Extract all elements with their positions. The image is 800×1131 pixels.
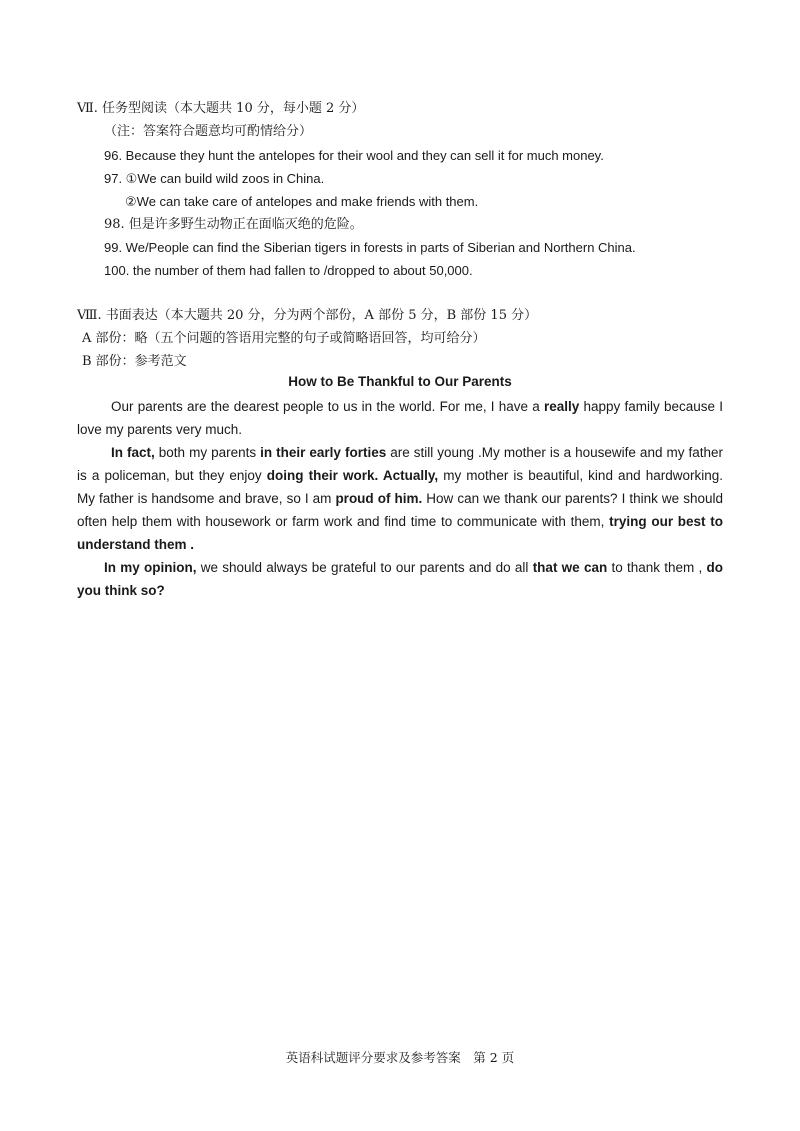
section8-part-a: A 部份：略（五个问题的答语用完整的句子或简略语回答，均可给分） xyxy=(82,331,486,346)
essay-title: How to Be Thankful to Our Parents xyxy=(288,374,512,389)
section7-heading: Ⅶ. 任务型阅读（本大题共 10 分，每小题 2 分） xyxy=(77,101,365,116)
answer-96: 96. Because they hunt the antelopes for their wool and they can sell it for much money. xyxy=(104,148,604,163)
answer-98: 98. 但是许多野生动物正在面临灭绝的危险。 xyxy=(104,217,363,232)
essay-paragraph-3: In my opinion, we should always be grateful to our parents and do all that we can to thank them , do you think so? xyxy=(77,560,723,598)
section7-note: （注：答案符合题意均可酌情给分） xyxy=(104,124,313,139)
answer-100: 100. the number of them had fallen to /dropped to about 50,000. xyxy=(104,263,473,278)
essay-paragraph-1: Our parents are the dearest people to us in the world. For me, I have a really happy family because I love my parents very much. xyxy=(77,399,723,437)
answer-99: 99. We/People can find the Siberian tigers in forests in parts of Siberian and Northern China. xyxy=(104,240,636,255)
section8-part-b: B 部份：参考范文 xyxy=(82,354,187,369)
page-footer: 英语科试题评分要求及参考答案 第 2 页 xyxy=(285,1050,515,1065)
essay-paragraph-2: In fact, both my parents in their early forties are still young .My mother is a housewife and my father is a policeman, but they enjoy doing their work. Actually, my mother is beautiful, kind and hardworking. My father is handsome and brave, so I am proud of him. How can we thank our parents? I think we should often help them with housework or farm work and find time to communicate with them, trying our best to understand them . xyxy=(77,445,724,552)
answer-97-2: ②We can take care of antelopes and make friends with them. xyxy=(125,194,479,209)
answer-97-1: 97. ①We can build wild zoos in China. xyxy=(104,171,325,186)
section8-heading: Ⅷ. 书面表达（本大题共 20 分，分为两个部份，A 部份 5 分，B 部份 15 分） xyxy=(77,308,538,323)
